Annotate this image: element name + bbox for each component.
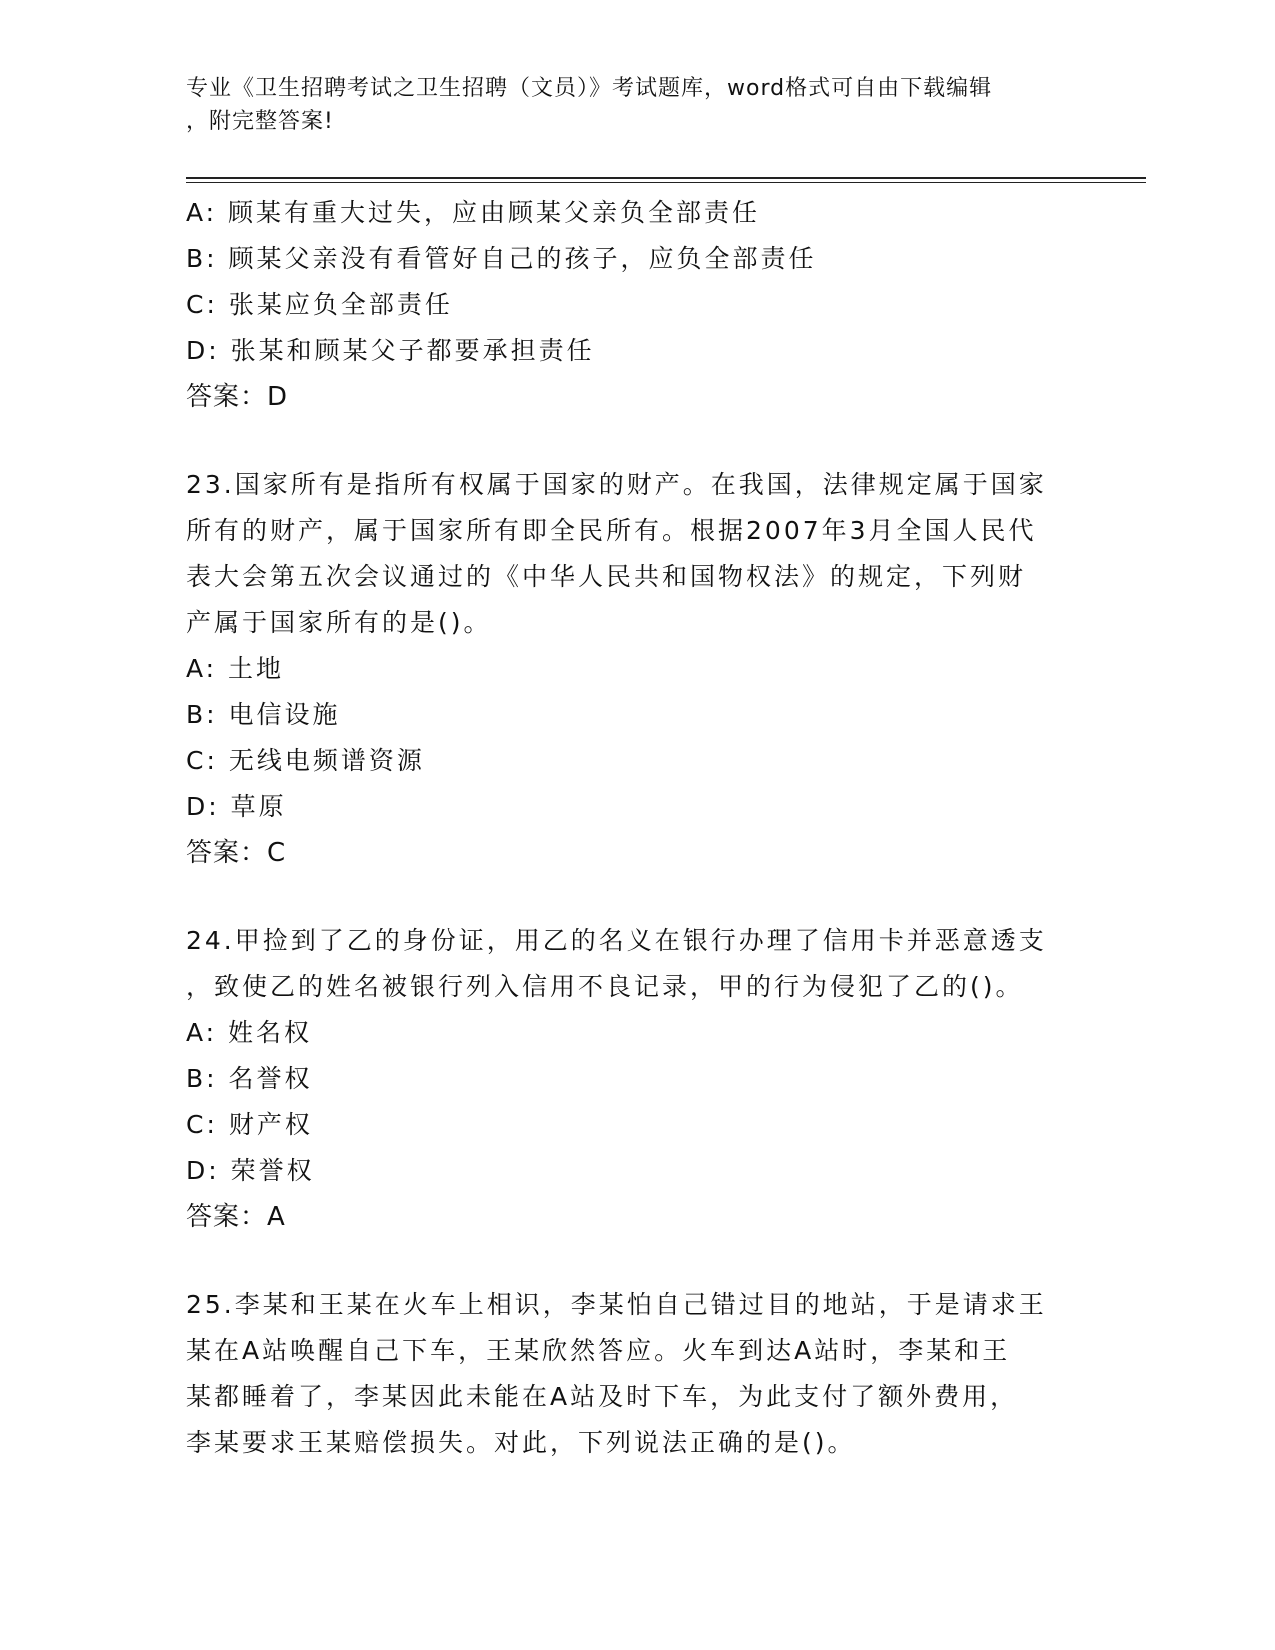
question-text-line: 产属于国家所有的是()。 (186, 608, 492, 637)
question-text-line: 23.国家所有是指所有权属于国家的财产。在我国，法律规定属于国家 (186, 470, 1047, 499)
answer: 答案：C (186, 838, 287, 868)
document-header (186, 72, 1086, 138)
header-line-2: ，附完整答案! (186, 109, 334, 134)
option-b: B: 名誉权 (186, 1064, 313, 1093)
question-text-line: 李某要求王某赔偿损失。对此，下列说法正确的是()。 (186, 1428, 856, 1457)
option-c: C: 张某应负全部责任 (186, 290, 453, 319)
option-d: D: 草原 (186, 792, 287, 821)
header-divider-thick (186, 177, 1146, 179)
option-c: C: 财产权 (186, 1110, 313, 1139)
question-24 (186, 918, 1086, 1240)
option-b: B: 顾某父亲没有看管好自己的孩子，应负全部责任 (186, 244, 817, 273)
option-b: B: 电信设施 (186, 700, 341, 729)
question-text-line: 24.甲捡到了乙的身份证，用乙的名义在银行办理了信用卡并恶意透支 (186, 926, 1047, 955)
option-a: A: 顾某有重大过失，应由顾某父亲负全部责任 (186, 198, 761, 227)
option-c: C: 无线电频谱资源 (186, 746, 425, 775)
option-d: D: 张某和顾某父子都要承担责任 (186, 336, 595, 365)
header-divider-thin (186, 182, 1146, 183)
option-a: A: 姓名权 (186, 1018, 313, 1047)
question-text-line: 表大会第五次会议通过的《中华人民共和国物权法》的规定，下列财 (186, 562, 1027, 591)
answer: 答案：D (186, 382, 289, 412)
question-text-line: 所有的财产，属于国家所有即全民所有。根据2007年3月全国人民代 (186, 516, 1037, 545)
question-text-line: 某都睡着了，李某因此未能在A站及时下车，为此支付了额外费用， (186, 1382, 1019, 1411)
option-d: D: 荣誉权 (186, 1156, 315, 1185)
option-a: A: 土地 (186, 654, 285, 683)
question-23 (186, 462, 1086, 876)
question-25 (186, 1282, 1086, 1466)
question-text-line: 某在A站唤醒自己下车，王某欣然答应。火车到达A站时，李某和王 (186, 1336, 1011, 1365)
answer: 答案：A (186, 1202, 286, 1232)
document-body (186, 190, 1086, 1466)
question-text-line: ，致使乙的姓名被银行列入信用不良记录，甲的行为侵犯了乙的()。 (186, 972, 1024, 1001)
question-text-line: 25.李某和王某在火车上相识，李某怕自己错过目的地站，于是请求王 (186, 1290, 1047, 1319)
header-line-1: 专业《卫生招聘考试之卫生招聘（文员）》考试题库，word格式可自由下载编辑 (186, 76, 993, 101)
question-22 (186, 190, 1086, 420)
